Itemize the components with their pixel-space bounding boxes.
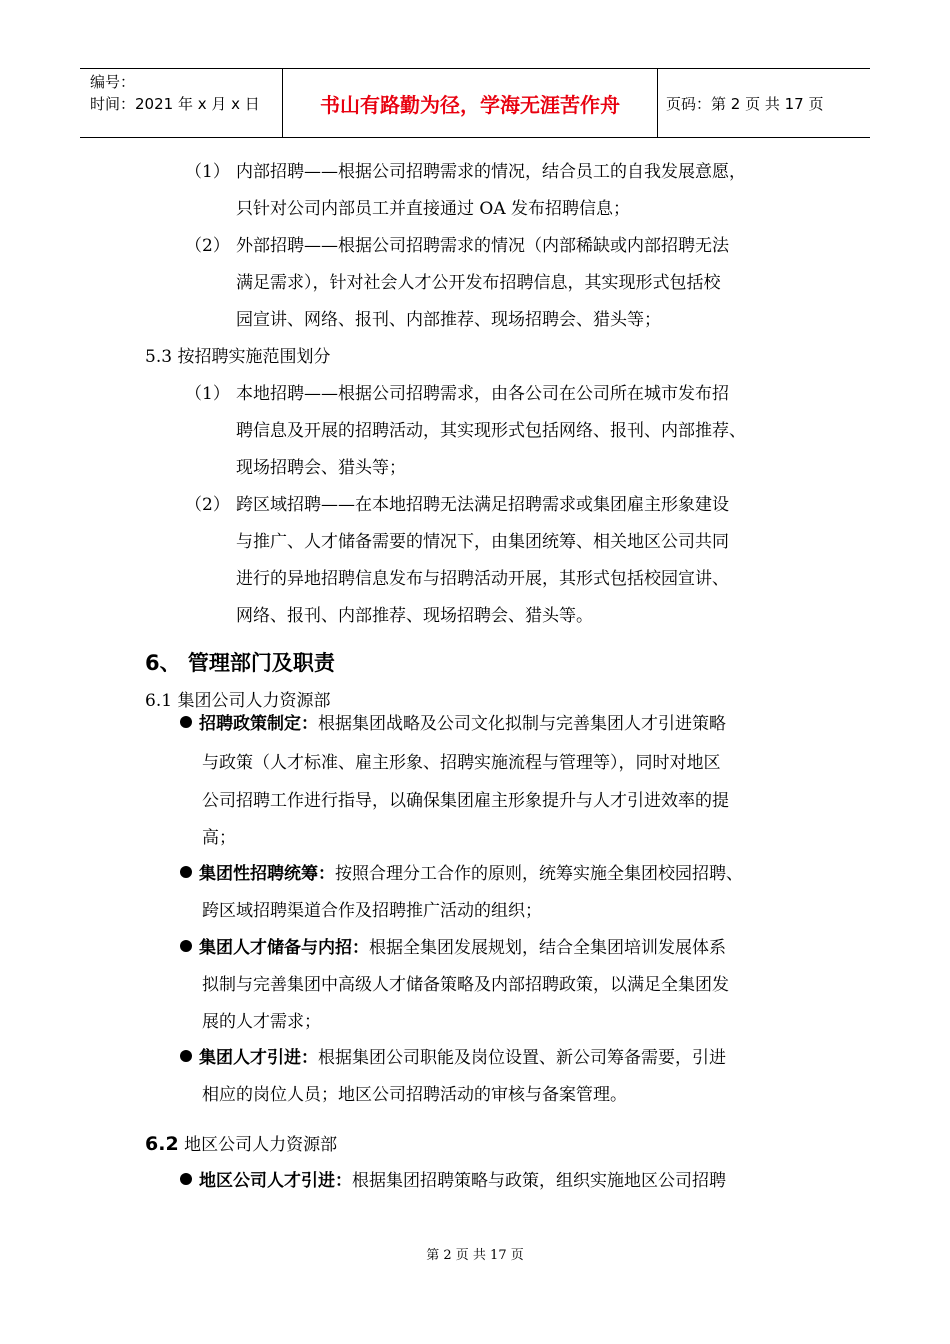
paragraph-line: 相应的岗位人员；地区公司招聘活动的审核与备案管理。	[202, 1085, 627, 1105]
paragraph-line: 拟制与完善集团中高级人才储备策略及内部招聘政策，以满足全集团发	[202, 975, 729, 995]
bullet-title: 集团人才储备与内招：	[199, 938, 369, 958]
bullet-icon	[180, 716, 192, 728]
paragraph-line: 外部招聘——根据公司招聘需求的情况（内部稀缺或内部招聘无法	[236, 236, 729, 256]
header-page-info: 页码：第 2 页 共 17 页	[666, 94, 824, 113]
paragraph-line: 跨区域招聘——在本地招聘无法满足招聘需求或集团雇主形象建设	[236, 495, 729, 515]
list-number: （2）	[185, 236, 230, 256]
paragraph-line: 内部招聘——根据公司招聘需求的情况，结合员工的自我发展意愿，	[236, 162, 746, 182]
paragraph-line: 跨区域招聘渠道合作及招聘推广活动的组织；	[202, 901, 542, 921]
section-heading-5-3: 5.3 按招聘实施范围划分	[145, 347, 331, 367]
section-heading-6-1: 6.1 集团公司人力资源部	[145, 691, 331, 711]
list-number: （2）	[185, 495, 230, 515]
document-time-label: 时间：2021 年 x 月 x 日	[90, 95, 260, 113]
bullet-icon	[180, 1173, 192, 1185]
list-number: （1）	[185, 384, 230, 404]
bullet-text: 根据集团战略及公司文化拟制与完善集团人才引进策略	[318, 714, 726, 734]
paragraph-line: 进行的异地招聘信息发布与招聘活动开展，其形式包括校园宣讲、	[236, 569, 729, 589]
document-number-label: 编号：	[90, 73, 136, 91]
bullet-text: 按照合理分工合作的原则，统筹实施全集团校园招聘、	[335, 864, 743, 884]
bullet-icon	[180, 940, 192, 952]
bullet-item	[180, 705, 726, 743]
page-footer: 第 2 页 共 17 页	[426, 1248, 524, 1263]
header-motto: 书山有路勤为径，学海无涯苦作舟	[282, 69, 658, 137]
bullet-title: 集团性招聘统筹：	[199, 864, 335, 884]
section-title: 地区公司人力资源部	[178, 1135, 338, 1155]
paragraph-line: 只针对公司内部员工并直接通过 OA 发布招聘信息；	[236, 199, 631, 219]
page-header	[80, 68, 870, 138]
paragraph-line: 与政策（人才标准、雇主形象、招聘实施流程与管理等），同时对地区	[202, 753, 721, 773]
bullet-text: 根据集团招聘策略与政策，组织实施地区公司招聘	[352, 1171, 726, 1191]
bullet-text: 根据集团公司职能及岗位设置、新公司筹备需要，引进	[318, 1048, 726, 1068]
section-heading-6-2	[145, 1125, 337, 1164]
paragraph-line: 满足需求），针对社会人才公开发布招聘信息，其实现形式包括校	[236, 273, 721, 293]
paragraph-line: 园宣讲、网络、报刊、内部推荐、现场招聘会、猎头等；	[236, 310, 661, 330]
paragraph-line: 本地招聘——根据公司招聘需求，由各公司在公司所在城市发布招	[236, 384, 729, 404]
bullet-text: 根据全集团发展规划，结合全集团培训发展体系	[369, 938, 726, 958]
bullet-title: 地区公司人才引进：	[199, 1171, 352, 1191]
bullet-icon	[180, 1050, 192, 1062]
section-heading-6: 6、 管理部门及职责	[145, 651, 335, 675]
paragraph-line: 网络、报刊、内部推荐、现场招聘会、猎头等。	[236, 606, 593, 626]
section-number: 6.2	[145, 1133, 179, 1155]
paragraph-line: 展的人才需求；	[202, 1012, 321, 1032]
bullet-title: 集团人才引进：	[199, 1048, 318, 1068]
bullet-title: 招聘政策制定：	[199, 714, 318, 734]
paragraph-line: 公司招聘工作进行指导，以确保集团雇主形象提升与人才引进效率的提	[202, 791, 729, 811]
list-number: （1）	[185, 162, 230, 182]
bullet-item	[180, 855, 743, 893]
paragraph-line: 现场招聘会、猎头等；	[236, 458, 406, 478]
bullet-item	[180, 929, 726, 967]
paragraph-line: 聘信息及开展的招聘活动，其实现形式包括网络、报刊、内部推荐、	[236, 421, 746, 441]
bullet-item	[180, 1162, 726, 1200]
paragraph-line: 高；	[202, 828, 236, 848]
bullet-item	[180, 1039, 726, 1077]
header-meta	[80, 69, 282, 137]
paragraph-line: 与推广、人才储备需要的情况下，由集团统筹、相关地区公司共同	[236, 532, 729, 552]
bullet-icon	[180, 866, 192, 878]
